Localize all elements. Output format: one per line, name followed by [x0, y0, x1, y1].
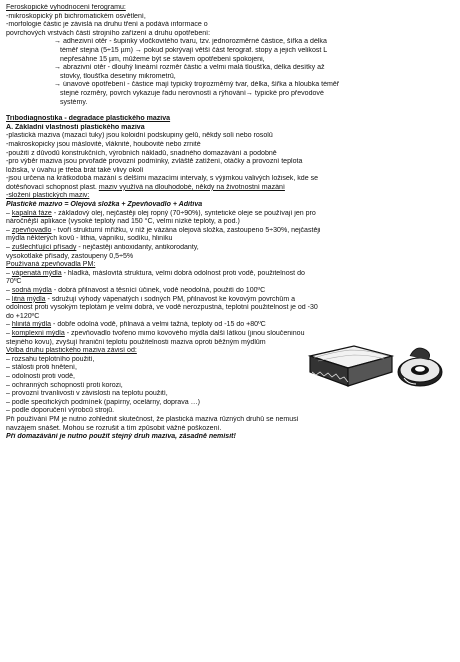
choice-item: – podle specifických podmínek (papírny, ocelárny, doprava …) — [6, 398, 201, 406]
arrow-icon: → — [54, 38, 64, 46]
formula: Plastické mazivo = Olejová složka + Zpevňovadlo + Aditiva — [6, 201, 203, 209]
text-line: dotěsňovací schopnost plast. maziv využívá na dlouhodobé, někdy na životnostní mazání — [6, 183, 285, 191]
soap-lithium: – litná mýdla - sdružují výhody vápenatých i sodných PM, přilnavost ke kovovým povrchům a — [6, 295, 296, 303]
bullet-abrasive: → abrazivní otěr - dlouhý lineární rozměr částic a velmi malá tloušťka, délka desítky až — [54, 64, 325, 72]
bullet-fatigue: → únavové opotřebení - částice mají typický trojrozměrný tvar, délka, šířka a hloubka téměř — [54, 81, 340, 89]
thickeners-heading: Používaná zpevňovadla PM: — [6, 261, 96, 269]
grease-illustration — [292, 338, 448, 392]
intro-line: povrchových vrstvách částí strojního zařízení a druhu opotřebení: — [6, 29, 211, 37]
bullet-adhesive-cont: nepřesáhne 15 µm, můžeme být se stavem opotřebení spokojeni, — [60, 55, 265, 63]
bullet-abrasive-cont: stovky, tloušťka desetiny mikrometrů, — [60, 72, 176, 80]
final-warning: Při domazávání je nutno použít stejný druh maziva, zásadně nemísit! — [6, 433, 236, 441]
closing-line: navzájem snášet. Mohou se rozrušit a tím způsobit vážné poškození. — [6, 424, 222, 432]
choice-item: – provozní trvanlivosti v závislosti na teplotu použití, — [6, 390, 168, 398]
text-line: -makroskopicky jsou máslovité, vláknité, houbovité nebo zrnité — [6, 140, 201, 148]
arrow-icon: → — [54, 64, 64, 72]
composition-heading: -složení plastických maziv: — [6, 192, 90, 200]
component-thickener-cont: mýdla některých kovů - lithia, vápníku, sodíku, hliníku — [6, 235, 173, 243]
soap-aluminium: – hlinitá mýdla - dobře odolná vodě, přilnavá a velmi tažná, teploty od -15 do +80ºC — [6, 321, 266, 329]
text-line: -použití z důvodů konstrukčních, výrobních nákladů, snadného domazávání a podobně — [6, 149, 277, 157]
subheading-basic-properties: A. Základní vlastnosti plastického maziva — [6, 123, 145, 131]
component-liquid-cont: náročnější aplikace (vysoké teploty nad 150 °C, velmi nízké teploty, a pod.) — [6, 218, 240, 226]
text-line: ložiska, v úvahu je třeba brát také vlivy okolí — [6, 166, 144, 174]
bullet-adhesive: → adhezivní otěr - šupinky vločkovitého tvaru, tzv. jednorozměrné částice, šířka a délka — [54, 38, 327, 46]
intro-line: -mikroskopický při bichromatickém osvětlení, — [6, 12, 146, 20]
soap-lithium-cont: odolnost proti vysokým teplotám je velmi dobrá, ve vodě nerozpustná, teplotní použitelnost je od -30 — [6, 304, 318, 312]
component-additives: – zušlechťující přísady - nejčastěji antioxidanty, antikorodanty, — [6, 244, 199, 252]
choice-item: – stálosti proti hnětení, — [6, 364, 77, 372]
arrow-icon: → — [134, 46, 142, 54]
choice-item: – podle doporučení výrobců strojů. — [6, 407, 115, 415]
soap-calcium: – vápenatá mýdla - hladká, máslovitá struktura, velmi dobrá odolnost proti vodě, použitelnost do — [6, 269, 305, 277]
text-line: -jsou určena na krátkodobá mazání s delšími mazacími intervaly, s výjimkou valivých ložisek, kde se — [6, 175, 319, 183]
arrow-icon: → — [54, 81, 64, 89]
section-heading-tribodiagnostics: Tribodiagnostika - degradace plastického maziva — [6, 115, 171, 123]
soap-sodium: – sodná mýdla - dobrá přilnavost a těsnící účinek, vodě neodolná, použití do 100ºC — [6, 287, 266, 294]
section-heading-ferography: Feroskopické vyhodnocení ferogramu: — [6, 4, 126, 11]
component-liquid: – kapalná fáze - základový olej, nejčastěji olej ropný (70÷90%), syntetické oleje se používají jen pro — [6, 209, 316, 217]
arrow-icon: → — [245, 89, 253, 97]
grease-block-icon — [310, 346, 392, 386]
soap-complex-cont: stejného kovu), zvyšují hraniční teplotu použitelnosti maziva oproti běžným mýdlům — [6, 338, 266, 346]
choice-item: – rozsahu teplotního použití, — [6, 355, 95, 363]
bullet-fatigue-cont: stejné rozměry, povrch vykazuje řadu nerovností a rýhování→ typické pro převodové — [60, 89, 324, 97]
bearing-icon — [398, 348, 442, 386]
text-line: -plastická maziva (mazací tuky) jsou koloidní podskupiny gelů, někdy solí nebo rosolů — [6, 132, 273, 140]
bullet-adhesive-cont: téměř stejná (5÷15 µm) → pokud pokrývají větší část ferograf. stopy a jejich velikost L — [60, 46, 328, 54]
soap-complex: – komplexní mýdla - zpevňovadlo tvořeno mimo kovového mýdla další látkou (jinou sloučeninou — [6, 329, 305, 337]
soap-lithium-cont: do +120ºC — [6, 312, 40, 320]
soap-calcium-cont: 70ºC — [6, 278, 22, 286]
choice-item: – odolnosti proti vodě, — [6, 372, 75, 380]
bullet-fatigue-cont: systémy. — [60, 98, 88, 106]
component-thickener: – zpevňovadlo - tvoří strukturní mřížku, v níž je vázána olejová složka, zastoupeno 5÷30%, nejčastěji — [6, 226, 321, 234]
intro-line: -morfologie částic je závislá na druhu tření a podává informace o — [6, 21, 208, 29]
choice-item: – ochranných schopností proti korozi, — [6, 381, 123, 389]
component-additives-cont: vysokotlaké přísady, zastoupeny 0,5÷5% — [6, 252, 134, 260]
text-line: -pro výběr maziva jsou prvořadé provozní podmínky, zvláště zatížení, otáčky a provozní teplota — [6, 158, 303, 166]
choice-heading: Volba druhu plastického maziva závisí od: — [6, 347, 137, 355]
closing-line: Při používání PM je nutno zohlednit skutečnost, že plastická maziva různých druhů se nemusí — [6, 415, 299, 423]
